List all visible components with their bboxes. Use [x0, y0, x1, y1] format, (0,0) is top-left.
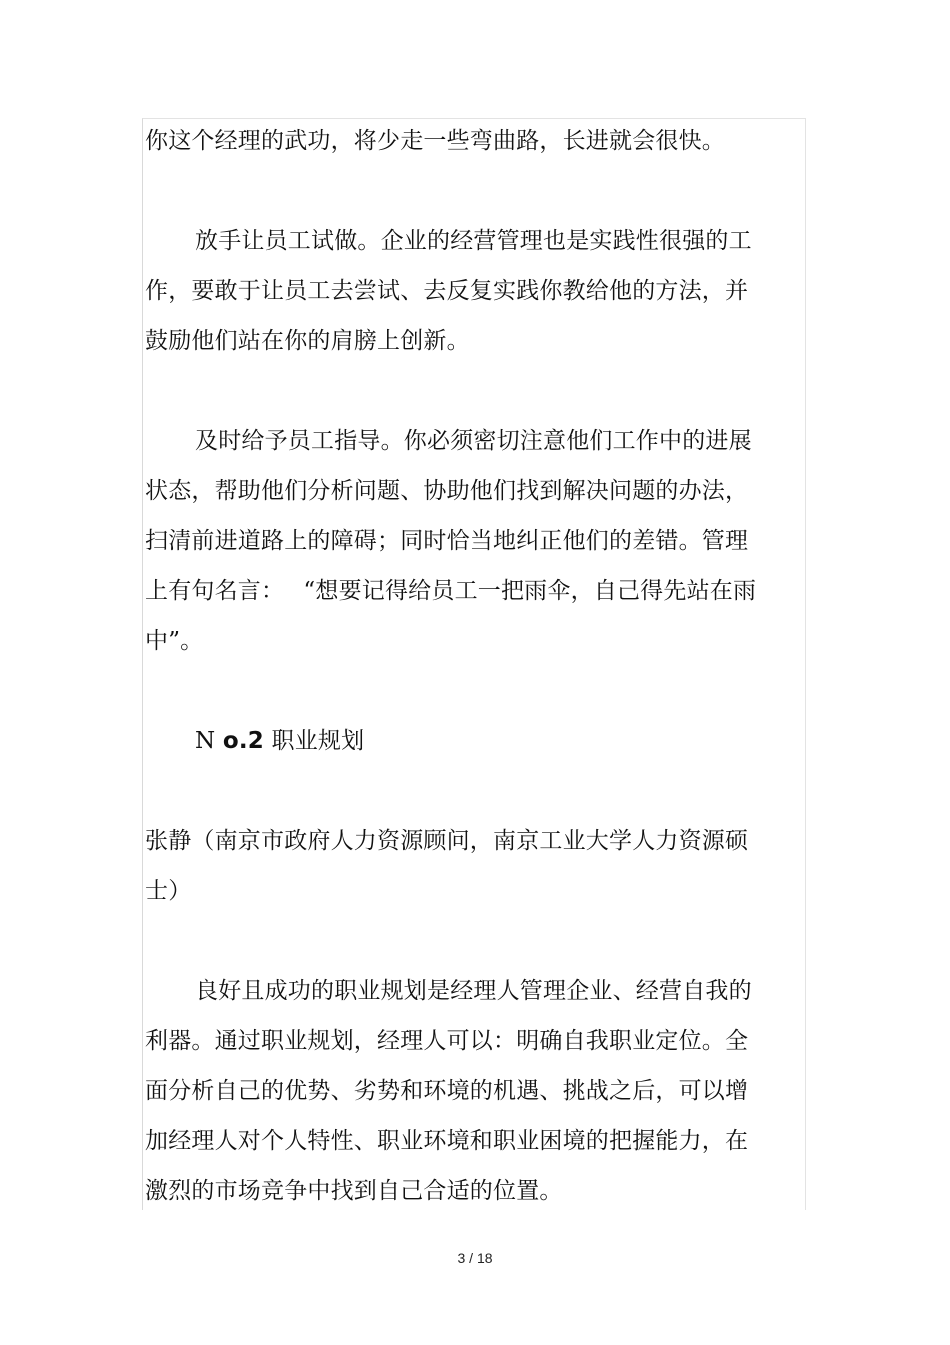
- paragraph-line: 中”。: [145, 628, 204, 654]
- paragraph-line: 放手让员工试做。企业的经营管理也是实践性很强的工: [195, 228, 752, 254]
- heading-title: 职业规划: [271, 728, 365, 754]
- author-line: 张静（南京市政府人力资源顾问，南京工业大学人力资源硕: [145, 828, 749, 854]
- paragraph-line: 及时给予员工指导。你必须密切注意他们工作中的进展: [195, 428, 752, 454]
- paragraph-line: 扫清前进道路上的障碍；同时恰当地纠正他们的差错。管理: [145, 528, 749, 554]
- heading-prefix: N: [195, 728, 216, 754]
- paragraph-line: 上有句名言： “想要记得给员工一把雨伞，自己得先站在雨: [145, 578, 757, 604]
- heading-number: o.2: [222, 728, 264, 754]
- author-line: 士）: [145, 878, 192, 904]
- paragraph-line: 激烈的市场竞争中找到自己合适的位置。: [145, 1178, 563, 1204]
- section-heading: [195, 727, 364, 755]
- paragraph-line: 利器。通过职业规划，经理人可以：明确自我职业定位。全: [145, 1028, 749, 1054]
- paragraph-line: 良好且成功的职业规划是经理人管理企业、经营自我的: [195, 978, 752, 1004]
- page-number: 3 / 18: [457, 1250, 493, 1266]
- paragraph-line: 面分析自己的优势、劣势和环境的机遇、挑战之后，可以增: [145, 1078, 749, 1104]
- paragraph-line: 加经理人对个人特性、职业环境和职业困境的把握能力，在: [145, 1128, 749, 1154]
- paragraph-line: 鼓励他们站在你的肩膀上创新。: [145, 328, 470, 354]
- paragraph-line: 作，要敢于让员工去尝试、去反复实践你教给他的方法，并: [145, 278, 749, 304]
- body-line: 你这个经理的武功，将少走一些弯曲路，长进就会很快。: [145, 128, 725, 154]
- paragraph-line: 状态，帮助他们分析问题、协助他们找到解决问题的办法，: [145, 478, 749, 504]
